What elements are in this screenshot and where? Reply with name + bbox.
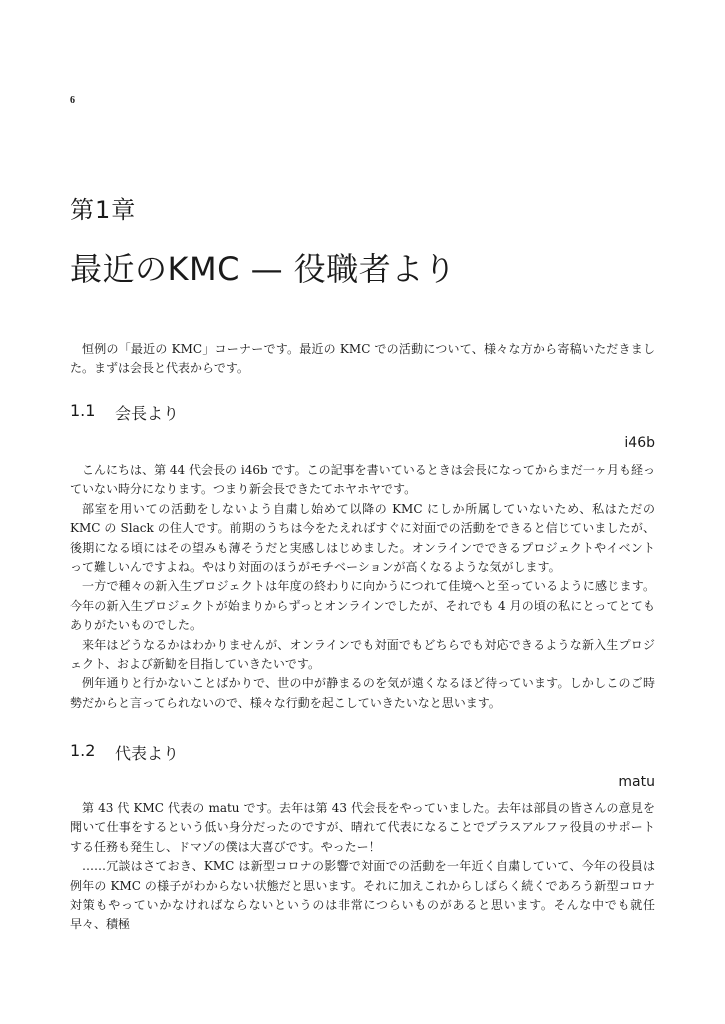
paragraph: 一方で種々の新入生プロジェクトは年度の終わりに向かうにつれて佳境へと至っているように感じます。今年の新入生プロジェクトが始まりからずっとオンラインでしたが、それでも 4 月の頃の私にとってとてもありがたいものでした。 [70, 579, 655, 633]
section-author: matu [618, 774, 655, 790]
section-number: 1.2 [70, 741, 96, 760]
chapter-title: 最近のKMC — 役職者より [70, 250, 457, 288]
section-title: 代表より [115, 744, 180, 763]
page-number: 6 [70, 95, 75, 106]
section-heading-1-2 [70, 741, 179, 764]
paragraph: 来年はどうなるかはわかりませんが、オンラインでも対面でもどちらでも対応できるような新入生プロジェクト、および新勧を目指していきたいです。 [70, 637, 655, 672]
section-heading-1-1 [70, 401, 179, 424]
section-body-1-2 [70, 799, 655, 935]
paragraph: ……冗談はさておき、KMC は新型コロナの影響で対面での活動を一年近く自粛していて、今年の役員は例年の KMC の様子がわからない状態だと思います。それに加えこれからしばらく続くであろう新型コロナ対策もやっていかなければならないというのは非常につらいものがあると思います。そんな中でも就任早々、積極 [70, 859, 655, 932]
intro-text [70, 340, 655, 379]
section-title: 会長より [115, 404, 180, 423]
paragraph: 例年通りと行かないことばかりで、世の中が静まるのを気が遠くなるほど待っています。しかしこのご時勢だからと言ってられないので、様々な行動を起こしていきたいなと思います。 [70, 676, 655, 710]
chapter-label: 第1章 [70, 196, 137, 224]
paragraph: 第 43 代 KMC 代表の matu です。去年は第 43 代会長をやっていました。去年は部員の皆さんの意見を聞いて仕事をするという低い身分だったのですが、晴れて代表になることでプラスアルファ役員のサポートする任務も発生し、ドマゾの僕は大喜びです。やったー！ [70, 801, 655, 854]
section-body-1-1 [70, 461, 655, 713]
paragraph: こんにちは、第 44 代会長の i46b です。この記事を書いているときは会長になってからまだ一ヶ月も経っていない時分になります。つまり新会長できたてホヤホヤです。 [70, 463, 655, 497]
paragraph: 部室を用いての活動をしないよう自粛し始めて以降の KMC にしか所属していないため、私はただの KMC の Slack の住人です。前期のうちは今をたえればすぐに対面での活動をできると信じていましたが、後期になる頃にはその望みも薄そうだと実感しはじめました。オンラインでできるプロジェクトやイベントって難しいんですよね。やはり対面のほうがモチベーションが高くなるような気がします。 [70, 501, 655, 575]
intro-paragraph: 恒例の「最近の KMC」コーナーです。最近の KMC での活動について、様々な方から寄稿いただきました。まずは会長と代表からです。 [70, 342, 655, 376]
section-author: i46b [624, 435, 655, 451]
section-number: 1.1 [70, 401, 96, 420]
